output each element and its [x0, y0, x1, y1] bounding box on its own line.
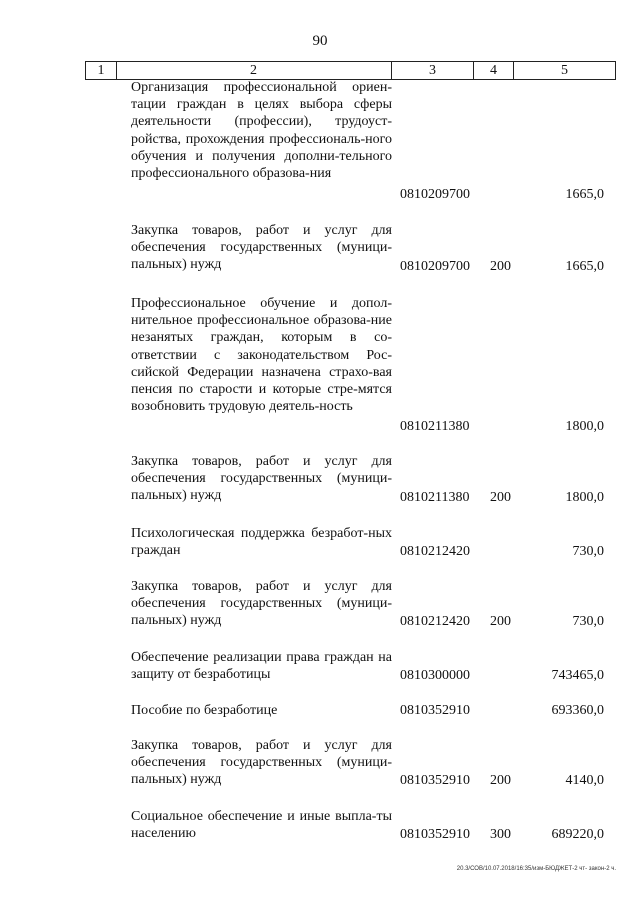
row-expense-type: 200	[490, 259, 511, 274]
row-amount: 730,0	[572, 614, 604, 629]
row-amount: 730,0	[572, 544, 604, 559]
header-col-1: 1	[85, 62, 117, 79]
header-col-4: 4	[474, 62, 514, 79]
row-code: 0810352910	[400, 773, 470, 788]
row-amount: 1665,0	[565, 259, 604, 274]
row-amount: 1665,0	[565, 187, 604, 202]
row-description: Профессиональное обучение и допол-нительное профессиональное образова-ние незанятых граждан, которым в со-ответствии с законодательством Рос-сийской Федерации назначена страхо-вая пенсия по старости и которые стре-мятся возобновить трудовую деятель-ность	[131, 296, 392, 415]
row-code: 0810212420	[400, 544, 470, 559]
row-amount: 689220,0	[551, 827, 604, 842]
footer-note: 20.3/СОВ/10.07.2018/16:35/изм-БЮДЖЕТ-2 чт- закон-2 ч.	[456, 866, 616, 872]
row-amount: 693360,0	[551, 703, 604, 718]
row-expense-type: 300	[490, 827, 511, 842]
row-code: 0810352910	[400, 703, 470, 718]
row-code: 0810212420	[400, 614, 470, 629]
row-description: Социальное обеспечение и иные выпла-ты населению	[131, 809, 392, 842]
header-col-5: 5	[514, 62, 616, 79]
row-description: Психологическая поддержка безработ-ных граждан	[131, 526, 392, 559]
row-description: Закупка товаров, работ и услуг для обеспечения государственных (муници-пальных) нужд	[131, 738, 392, 788]
table-header	[85, 61, 616, 80]
row-expense-type: 200	[490, 614, 511, 629]
row-description: Закупка товаров, работ и услуг для обеспечения государственных (муници-пальных) нужд	[131, 223, 392, 273]
row-expense-type: 200	[490, 490, 511, 505]
header-col-2: 2	[116, 62, 392, 79]
row-code: 0810211380	[400, 490, 470, 505]
row-code: 0810209700	[400, 187, 470, 202]
row-amount: 4140,0	[565, 773, 604, 788]
row-amount: 1800,0	[565, 419, 604, 434]
header-col-3: 3	[392, 62, 474, 79]
row-description: Пособие по безработице	[131, 703, 278, 718]
row-description: Закупка товаров, работ и услуг для обеспечения государственных (муници-пальных) нужд	[131, 579, 392, 629]
row-amount: 1800,0	[565, 490, 604, 505]
row-expense-type: 200	[490, 773, 511, 788]
row-description: Закупка товаров, работ и услуг для обеспечения государственных (муници-пальных) нужд	[131, 454, 392, 504]
row-code: 0810352910	[400, 827, 470, 842]
row-description: Обеспечение реализации права граждан на защиту от безработицы	[131, 650, 392, 683]
page-number: 90	[312, 33, 328, 49]
row-amount: 743465,0	[551, 668, 604, 683]
row-code: 0810300000	[400, 668, 470, 683]
row-description: Организация профессиональной ориен-тации граждан в целях выбора сферы деятельности (профессии), трудоуст-ройства, прохождения профессиональ-ного обучения и получения дополни-тельного профессионального образова-ния	[131, 80, 392, 182]
row-code: 0810209700	[400, 259, 470, 274]
row-code: 0810211380	[400, 419, 470, 434]
